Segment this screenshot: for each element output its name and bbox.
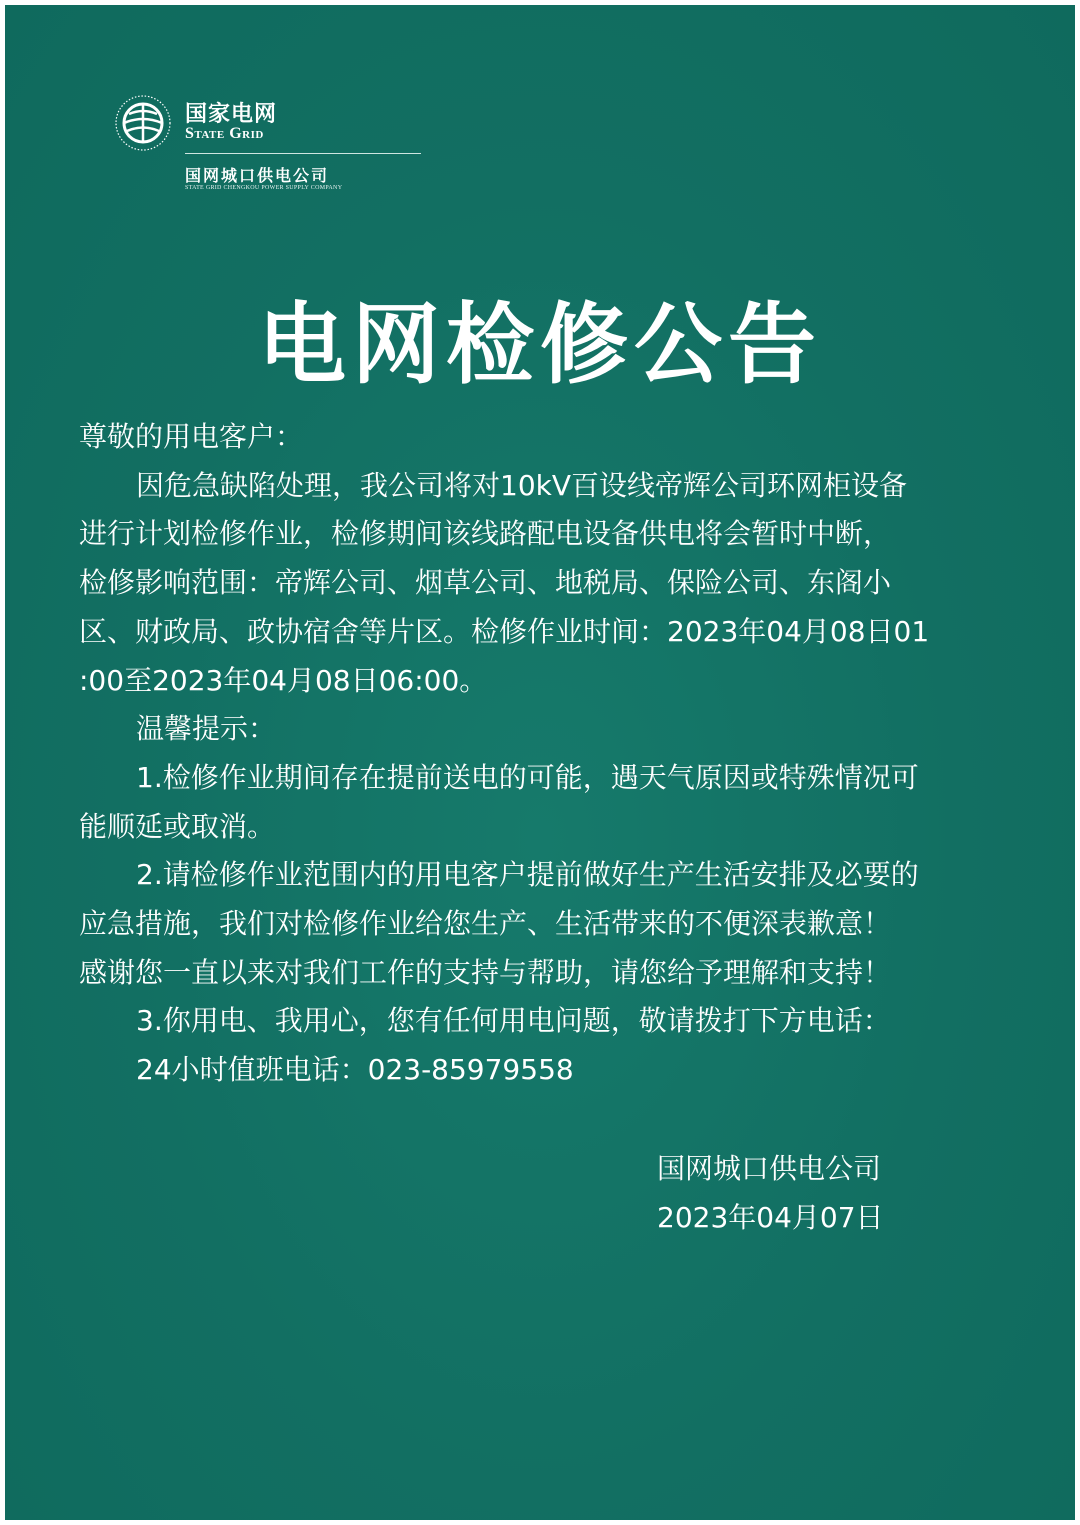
signature [657,1145,884,1242]
logo-company-en: STATE GRID CHENGKOU POWER SUPPLY COMPANY [185,185,343,191]
notice-body [79,413,959,1095]
logo-name-cn: 国家电网 [185,102,278,127]
tip-2-line: 感谢您一直以来对我们工作的支持与帮助，请您给予理解和支持！ [79,955,892,989]
logo-company-cn: 国网城口供电公司 [185,166,330,185]
logo-divider [185,153,421,154]
paragraph-line: 检修影响范围：帝辉公司、烟草公司、地税局、保险公司、东阁小 [79,566,892,600]
notice-poster [5,5,1075,1520]
paragraph-line: 因危急缺陷处理，我公司将对10kV百设线帝辉公司环网柜设备 [136,468,908,502]
logo-name-en: State Grid [185,125,264,142]
tip-2-line: 2.请检修作业范围内的用电客户提前做好生产生活安排及必要的 [136,858,919,892]
tip-2-line: 应急措施，我们对检修作业给您生产、生活带来的不便深表歉意！ [79,907,892,941]
state-grid-logo [113,93,433,203]
hotline: 24小时值班电话：023-85979558 [136,1053,574,1087]
paragraph-line: 区、财政局、政协宿舍等片区。检修作业时间：2023年04月08日01 [79,614,930,648]
tip-1-line: 1.检修作业期间存在提前送电的可能，遇天气原因或特殊情况可 [136,760,919,794]
paragraph-line: 进行计划检修作业，检修期间该线路配电设备供电将会暂时中断， [79,517,892,551]
state-grid-emblem-icon [113,93,173,153]
notice-title: 电网检修公告 [257,293,822,396]
paragraph-line: :00至2023年04月08日06:00。 [79,663,488,697]
greeting: 尊敬的用电客户： [79,420,304,453]
tip-3: 3.你用电、我用心，您有任何用电问题，敬请拨打下方电话： [136,1004,891,1038]
signature-company: 国网城口供电公司 [657,1152,882,1185]
tip-1-line: 能顺延或取消。 [79,809,276,843]
tips-heading: 温馨提示： [136,712,277,746]
signature-date: 2023年04月07日 [657,1200,884,1234]
